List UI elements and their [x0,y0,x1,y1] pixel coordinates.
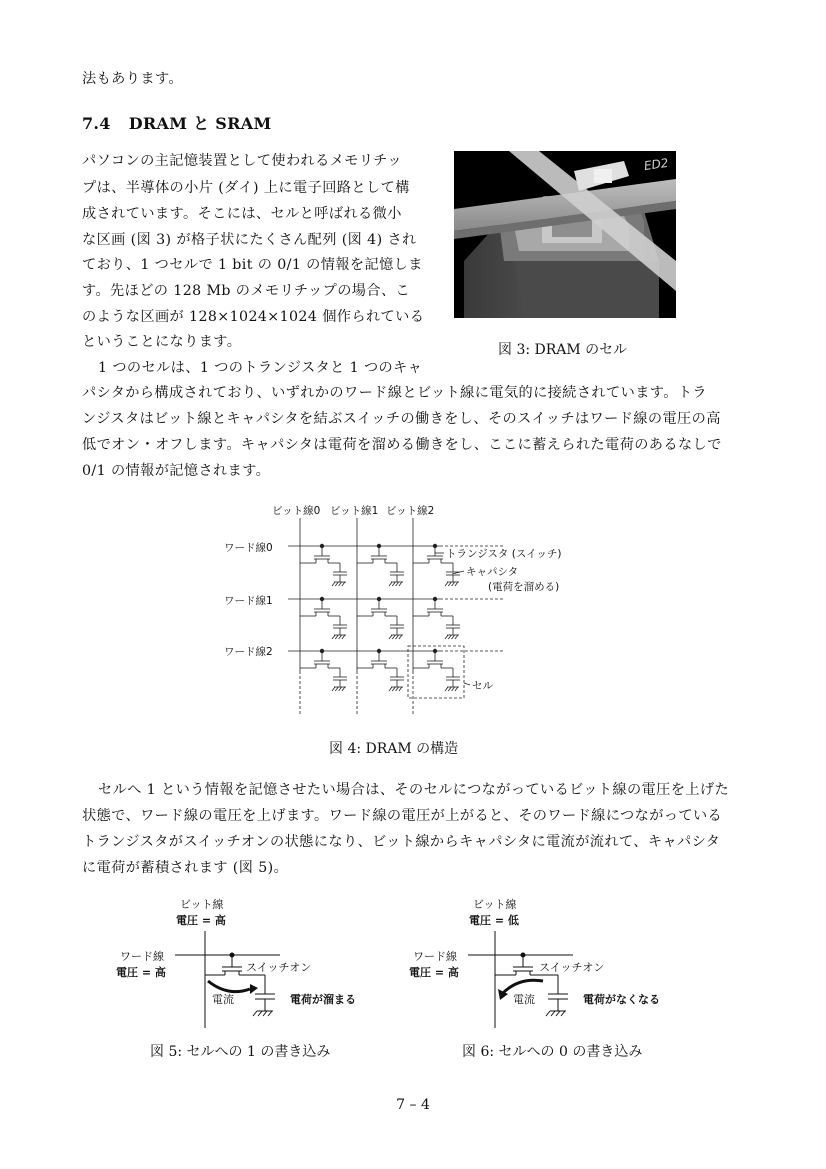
ground-hatch [448,687,451,691]
paragraph-line: トランジスタがスイッチオンの状態になり、ビット線からキャパシタに電流が流れて、キャパシタ [82,834,721,850]
ground-hatch [332,687,335,691]
dram-structure-diagram [200,498,620,723]
word-line-label-0: ワード線0 [224,542,273,554]
ground-hatch [445,635,448,639]
ground-hatch [392,582,395,586]
ground-hatch [399,687,402,691]
fig3-caption: 図 3: DRAM のセル [498,342,628,358]
paragraph-line: ということになります。 [82,334,242,350]
ground-hatch [332,582,335,586]
ground-hatch [399,582,402,586]
cell-label: セル [472,680,493,692]
paragraph-line: 低でオン・オフします。キャパシタは電荷を溜める働きをし、ここに蓄えられた電荷のあるなしで [82,437,722,453]
page-number: 7 – 4 [396,1097,430,1113]
section-title: DRAM と SRAM [128,114,272,133]
paragraph-line: す。先ほどの 128 Mb のメモリチップの場合、こ [82,283,411,299]
fig4-caption: 図 4: DRAM の構造 [329,741,459,757]
ground-hatch [332,635,335,639]
result-label: 電荷がなくなる [583,993,660,1006]
bit-line-label: ビット線 [473,898,517,911]
word-line-label: ワード線 [413,950,457,963]
ground-hatch [392,687,395,691]
ground-hatch [389,687,392,691]
cell-leader [464,683,470,685]
paragraph-line: な区画 (図 3) が格子状にたくさん配列 (図 4) され [82,232,417,248]
continued-text: 法もあります。 [82,71,183,87]
paragraph-line: パシタから構成されており、いずれかのワード線とビット線に電気的に接続されています。トラ [82,385,707,401]
paragraph-line: 1 つのセルは、1 つのトランジスタと 1 つのキャ [98,360,423,376]
image-watermark: ED2 [643,155,670,174]
paragraph-line: のような区画が 128×1024×1024 個作られている [82,309,425,325]
paragraph-line: ンジスタはビット線とキャパシタを結ぶスイッチの働きをし、そのスイッチはワード線の電圧の高 [82,411,721,427]
bit-voltage-label: 電圧 = 高 [176,914,226,927]
result-label: 電荷が溜まる [290,993,356,1006]
ground-hatch [342,582,345,586]
ground-hatch [389,635,392,639]
ground-hatch [452,635,455,639]
paragraph-line: 成されています。そこには、セルと呼ばれる微小 [82,206,402,222]
paragraph-line: に電荷が蓄積されます (図 5)。 [82,860,289,876]
capacitor-leader [452,571,464,574]
fig5-caption: 図 5: セルへの 1 の書き込み [150,1044,331,1060]
ground-hatch [339,687,342,691]
paragraph-line: パソコンの主記憶装置として使われるメモリチッ [82,153,402,169]
current-label: 電流 [212,993,234,1006]
ground-hatch [455,635,458,639]
switch-label: スイッチオン [539,961,605,974]
word-voltage-label: 電圧 = 高 [409,966,459,979]
transistor-label: トランジスタ (スイッチ) [446,548,562,560]
bit-line-label: ビット線 [180,898,224,911]
ground-hatch [396,582,399,586]
write-zero-diagram [403,893,693,1028]
capacitor-label: キャパシタ [466,566,519,578]
ground-hatch [455,687,458,691]
ground-hatch [445,582,448,586]
fig6-caption: 図 6: セルへの 0 の書き込み [462,1044,643,1060]
ground-hatch [396,687,399,691]
ground-hatch [448,635,451,639]
word-voltage-label: 電圧 = 高 [116,966,166,979]
word-line-label: ワード線 [120,950,164,963]
ground-hatch [389,582,392,586]
ground-hatch [339,635,342,639]
paragraph-line: ており、1 つセルで 1 bit の 0/1 の情報を記憶しま [82,257,423,273]
ground-hatch [399,635,402,639]
switch-label: スイッチオン [246,961,312,974]
capacitor-sublabel: (電荷を溜める) [488,581,560,593]
ground-hatch [452,687,455,691]
write-one-diagram [110,893,390,1028]
word-line-label-2: ワード線2 [224,646,273,658]
bit-line-label-0: ビット線0 [272,505,321,517]
bit-line-label-1: ビット線1 [330,505,379,517]
ground-hatch [342,687,345,691]
ground-hatch [448,582,451,586]
ground-hatch [342,635,345,639]
current-label: 電流 [513,993,535,1006]
ground-hatch [335,687,338,691]
section-number: 7.4 [82,114,111,133]
ground-hatch [452,582,455,586]
paragraph-line: 0/1 の情報が記憶されます。 [82,463,271,479]
paragraph-line: プは、半導体の小片 (ダイ) 上に電子回路として構 [82,180,410,196]
bit-voltage-label: 電圧 = 低 [469,914,519,927]
ground-hatch [445,687,448,691]
ground-hatch [392,635,395,639]
ground-hatch [339,582,342,586]
ground-hatch [335,635,338,639]
paragraph-line: 状態で、ワード線の電圧を上げます。ワード線の電圧が上がると、そのワード線につながっている [82,808,723,824]
dram-cell-image [454,151,676,318]
word-line-label-1: ワード線1 [224,595,273,607]
bit-line-label-2: ビット線2 [386,505,435,517]
section-heading [82,111,271,134]
ground-hatch [455,582,458,586]
ground-hatch [396,635,399,639]
paragraph-line: セルへ 1 という情報を記憶させたい場合は、そのセルにつながっているビット線の電圧を上げた [98,782,730,798]
ground-hatch [335,582,338,586]
